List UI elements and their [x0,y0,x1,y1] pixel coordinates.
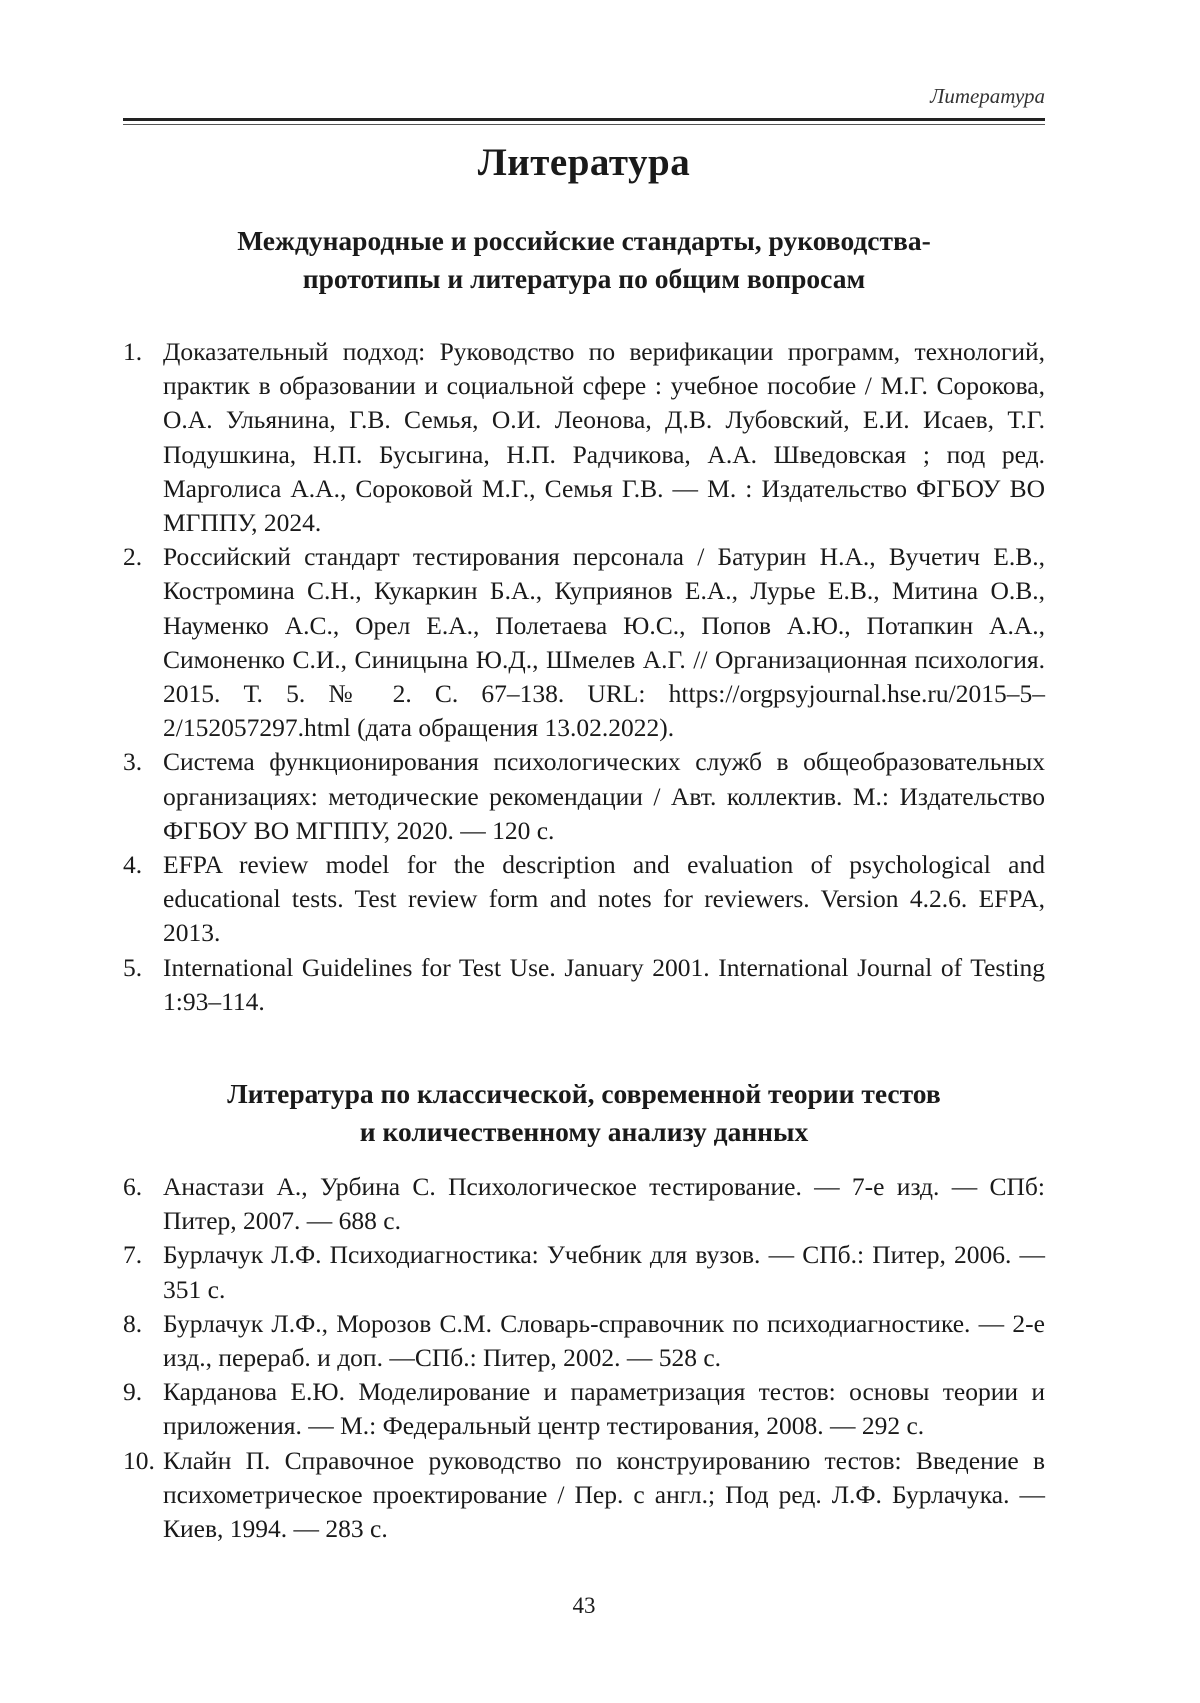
reference-list [123,1170,1045,1546]
reference-text: Карданова Е.Ю. Моделирование и параметризация тестов: основы теории и приложения. — М.: Федеральный центр тестирования, 2008. — 292 с. [163,1377,1045,1441]
book-page [123,0,1045,1703]
reference-number: 9. [123,1377,143,1407]
reference-item [123,848,1045,951]
page-title: Литература [477,141,691,184]
section-heading-line: и количественному анализу данных [359,1116,809,1147]
reference-item [123,1444,1045,1547]
reference-text: Клайн П. Справочное руководство по конструированию тестов: Введение в психометрическое проектирование / Пер. с англ.; Под ред. Л.Ф. Бурлачука. — Киев, 1994. — 283 с. [163,1445,1045,1544]
reference-text: Система функционирования психологических служб в общеобразовательных организациях: методические рекомендации / Авт. коллектив. М.: Издательство ФГБОУ ВО МГППУ, 2020. — 120 с. [163,747,1045,845]
reference-number: 4. [123,850,143,880]
reference-number: 3. [123,747,143,777]
reference-number: 10. [123,1445,155,1475]
section-heading [123,222,1045,298]
reference-item [123,745,1045,848]
reference-item [123,540,1045,745]
header-rule-thin [123,124,1045,125]
reference-list [123,335,1045,1019]
reference-item [123,1307,1045,1375]
reference-item [123,1375,1045,1443]
section-heading [123,1075,1045,1151]
reference-item [123,951,1045,1019]
section-heading-line: прототипы и литература по общим вопросам [302,263,866,294]
reference-number: 8. [123,1308,143,1338]
reference-number: 5. [123,952,143,982]
reference-item [123,1238,1045,1306]
reference-text: Российский стандарт тестирования персонала / Батурин Н.А., Вучетич Е.В., Костромина С.Н., Кукаркин Б.А., Куприянов Е.А., Лурье Е.В., Митина О.В., Науменко А.С., Орел Е.А., Полетаева Ю.С., Попов А.Ю., Потапкин А.А., Симоненко С.И., Синицына Ю.Д., Шмелев А.Г. // Организационная психология. 2015. Т. 5. № 2. С. 67–138. URL: https://orgpsyjournal.hse.ru/2015–5–2/152057297.html (дата обращения 13.02.2022). [163,542,1045,743]
reference-number: 2. [123,542,143,572]
running-header: Литература [930,84,1045,108]
reference-text: International Guidelines for Test Use. January 2001. International Journal of Testing 1:93–114. [163,952,1045,1016]
header-rule-thick [123,118,1045,121]
reference-number: 7. [123,1240,143,1270]
page-number: 43 [572,1593,596,1618]
reference-number: 6. [123,1172,143,1201]
reference-text: EFPA review model for the description and evaluation of psychological and educational tests. Test review form and notes for reviewers. Version 4.2.6. EFPA, 2013. [163,850,1045,948]
reference-item [123,335,1045,540]
reference-text: Бурлачук Л.Ф., Морозов С.М. Словарь-справочник по психодиагностике. — 2-е изд., перераб. и доп. —СПб.: Питер, 2002. — 528 с. [163,1308,1045,1373]
header-rule [123,118,1045,127]
reference-text: Анастази А., Урбина С. Психологическое тестирование. — 7-е изд. — СПб: Питер, 2007. — 688 с. [163,1172,1045,1236]
reference-text: Доказательный подход: Руководство по верификации программ, технологий, практик в образовании и социальной сфере : учебное пособие / М.Г. Сорокова, О.А. Ульянина, Г.В. Семья, О.И. Леонова, Д.В. Лубовский, Е.И. Исаев, Т.Г. Подушкина, Н.П. Бусыгина, Н.П. Радчикова, А.А. Шведовская ; под ред. Марголиса А.А., Сороковой М.Г., Семья Г.В. — М. : Издательство ФГБОУ ВО МГППУ, 2024. [163,337,1045,538]
reference-number: 1. [123,337,143,366]
reference-item [123,1170,1045,1238]
section-heading-line: Литература по классической, современной теории тестов [227,1078,941,1109]
section-heading-line: Международные и российские стандарты, руководства- [237,225,931,256]
reference-text: Бурлачук Л.Ф. Психодиагностика: Учебник для вузов. — СПб.: Питер, 2006. — 351 с. [163,1240,1045,1304]
